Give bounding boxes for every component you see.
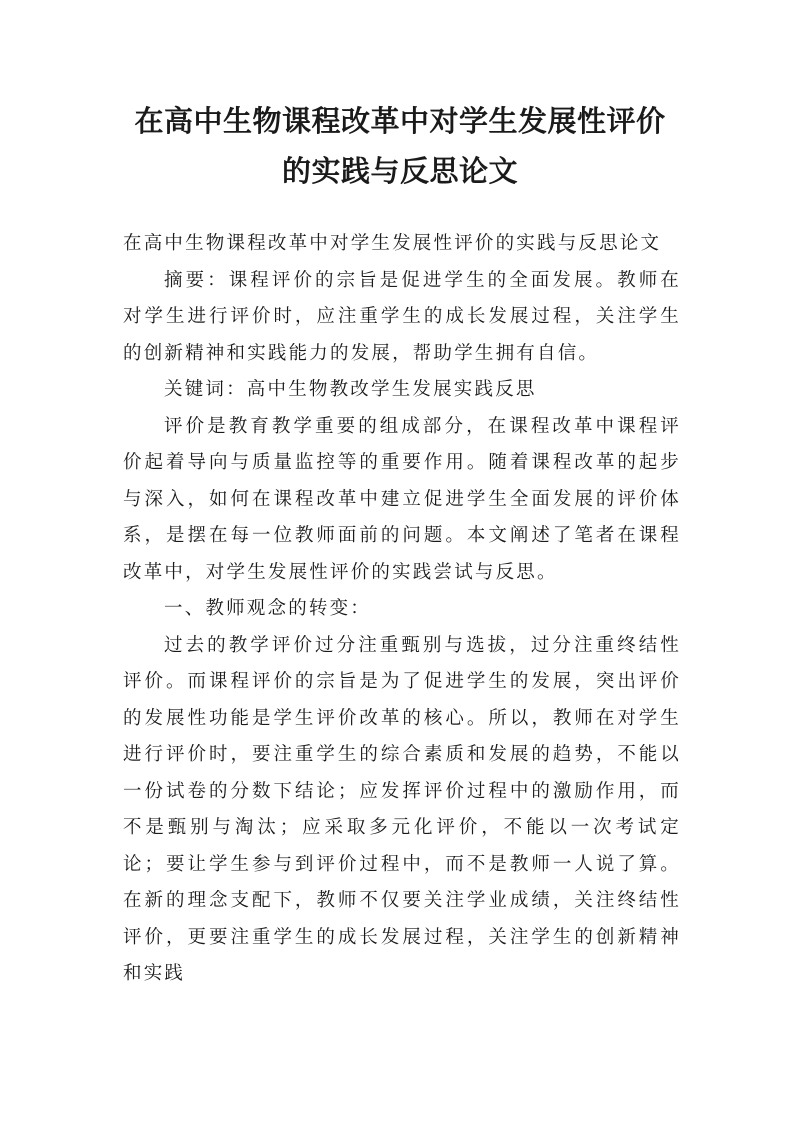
title-line-2: 的实践与反思论文 [281, 154, 518, 188]
repeated-title-paragraph: 在高中生物课程改革中对学生发展性评价的实践与反思论文 [123, 233, 662, 254]
intro-paragraph: 评价是教育教学重要的组成部分，在课程改革中课程评价起着导向与质量监控等的重要作用。随着课程改革的起步与深入，如何在课程改革中建立促进学生全面发展的评价体系，是摆在每一位教师面前的问题。本文阐述了笔者在课程改革中，对学生发展性评价的实践尝试与反思。 [123, 415, 681, 583]
abstract-paragraph: 摘要：课程评价的宗旨是促进学生的全面发展。教师在对学生进行评价时，应注重学生的成长发展过程，关注学生的创新精神和实践能力的发展，帮助学生拥有自信。 [123, 269, 681, 364]
keywords-paragraph: 关键词：高中生物教改学生发展实践反思 [164, 379, 537, 400]
title-line-1: 在高中生物课程改革中对学生发展性评价 [134, 104, 666, 138]
document-body [123, 226, 681, 993]
section-heading-1: 一、教师观念的转变： [164, 598, 372, 619]
body-paragraph: 过去的教学评价过分注重甄别与选拔，过分注重终结性评价。而课程评价的宗旨是为了促进学生的发展，突出评价的发展性功能是学生评价改革的核心。所以，教师在对学生进行评价时，要注重学生的综合素质和发展的趋势，不能以一份试卷的分数下结论；应发挥评价过程中的激励作用，而不是甄别与淘汰；应采取多元化评价，不能以一次考试定论；要让学生参与到评价过程中，而不是教师一人说了算。在新的理念支配下，教师不仅要关注学业成绩，关注终结性评价，更要注重学生的成长发展过程，关注学生的创新精神和实践 [123, 634, 681, 984]
document-title [100, 96, 700, 196]
